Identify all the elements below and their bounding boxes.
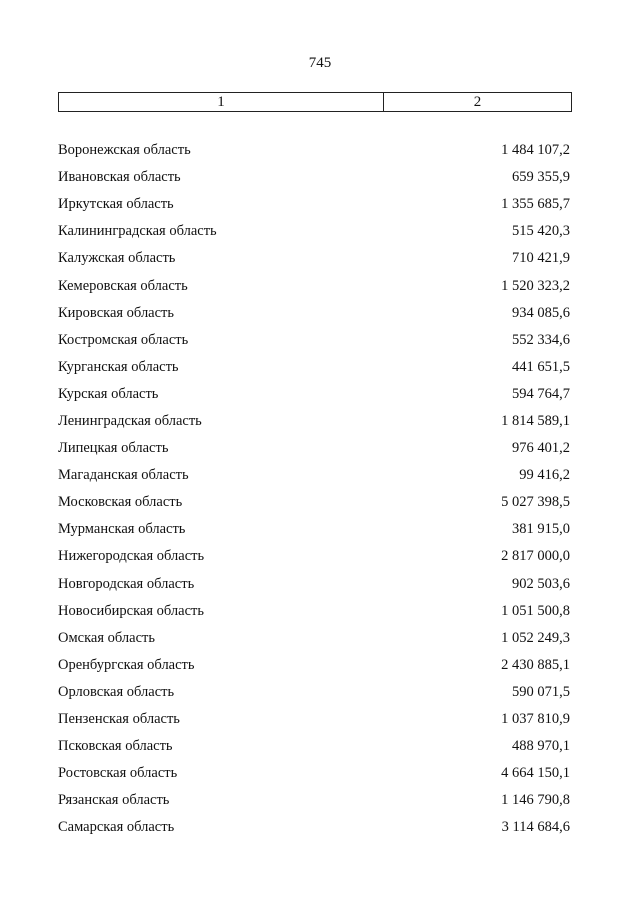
region-value: 1 146 790,8: [501, 792, 570, 809]
region-value: 659 355,9: [512, 169, 570, 186]
table-row: [58, 706, 570, 733]
table-row: [58, 571, 570, 598]
region-name: Иркутская область: [58, 196, 174, 213]
table-row: [58, 354, 570, 381]
region-name: Кемеровская область: [58, 277, 188, 294]
region-name: Калужская область: [58, 250, 176, 267]
table-row: [58, 218, 570, 245]
table-row: [58, 814, 570, 841]
region-value: 1 052 249,3: [501, 629, 570, 646]
table-row: [58, 543, 570, 570]
table-row: [58, 137, 570, 164]
table-row: [58, 435, 570, 462]
region-value: 594 764,7: [512, 385, 570, 402]
region-name: Кировская область: [58, 304, 175, 321]
region-name: Московская область: [58, 494, 183, 511]
region-name: Омская область: [58, 629, 155, 646]
region-value: 1 051 500,8: [501, 602, 570, 619]
table-row: [58, 679, 570, 706]
table-row: [58, 489, 570, 516]
region-value: 1 484 107,2: [501, 142, 570, 159]
table-row: [58, 272, 570, 299]
region-name: Новосибирская область: [58, 602, 204, 619]
region-name: Костромская область: [58, 331, 189, 348]
region-value: 590 071,5: [512, 683, 570, 700]
region-name: Ленинградская область: [58, 412, 202, 429]
region-name: Пензенская область: [58, 711, 180, 728]
region-value: 1 814 589,1: [501, 412, 570, 429]
table-row: [58, 733, 570, 760]
region-value: 515 420,3: [512, 223, 570, 240]
table-row: [58, 462, 570, 489]
column-header-2: 2: [473, 94, 482, 110]
region-value: 934 085,6: [512, 304, 570, 321]
region-value: 488 970,1: [512, 738, 570, 755]
region-values-list: [58, 137, 570, 841]
region-name: Курганская область: [58, 358, 179, 375]
region-value: 902 503,6: [512, 575, 570, 592]
region-name: Калининградская область: [58, 223, 217, 240]
region-name: Нижегородская область: [58, 548, 205, 565]
region-value: 1 037 810,9: [501, 711, 570, 728]
column-header-table: [58, 92, 572, 112]
table-row: [58, 652, 570, 679]
region-name: Липецкая область: [58, 440, 169, 457]
table-row: [58, 327, 570, 354]
region-name: Псковская область: [58, 738, 173, 755]
region-name: Ивановская область: [58, 169, 181, 186]
region-value: 2 817 000,0: [501, 548, 570, 565]
region-name: Самарская область: [58, 819, 175, 836]
table-row: [58, 245, 570, 272]
region-value: 441 651,5: [512, 358, 570, 375]
column-header-1: 1: [59, 93, 384, 111]
region-value: 1 520 323,2: [501, 277, 570, 294]
table-row: [58, 164, 570, 191]
table-row: [58, 598, 570, 625]
region-name: Магаданская область: [58, 467, 189, 484]
region-value: 381 915,0: [512, 521, 570, 538]
table-row: [58, 408, 570, 435]
region-name: Рязанская область: [58, 792, 170, 809]
table-row: [58, 300, 570, 327]
region-value: 2 430 885,1: [501, 656, 570, 673]
table-row: [58, 516, 570, 543]
region-value: 552 334,6: [512, 331, 570, 348]
region-value: 5 027 398,5: [501, 494, 570, 511]
region-value: 1 355 685,7: [501, 196, 570, 213]
region-name: Орловская область: [58, 683, 175, 700]
table-row: [58, 760, 570, 787]
region-value: 976 401,2: [512, 440, 570, 457]
region-value: 4 664 150,1: [501, 765, 570, 782]
table-row: [58, 381, 570, 408]
region-name: Курская область: [58, 385, 159, 402]
table-row: [58, 787, 570, 814]
region-name: Ростовская область: [58, 765, 178, 782]
region-name: Новгородская область: [58, 575, 195, 592]
page-number: 745: [308, 55, 332, 71]
table-row: [58, 191, 570, 218]
region-name: Мурманская область: [58, 521, 186, 538]
region-name: Воронежская область: [58, 142, 191, 159]
region-value: 710 421,9: [512, 250, 570, 267]
region-value: 99 416,2: [519, 467, 570, 484]
region-value: 3 114 684,6: [501, 819, 570, 836]
region-name: Оренбургская область: [58, 656, 195, 673]
table-row: [58, 625, 570, 652]
